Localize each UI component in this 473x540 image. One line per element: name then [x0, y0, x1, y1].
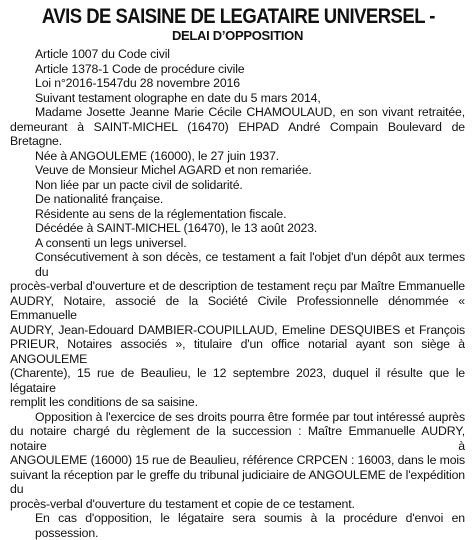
- notice-line: Consécutivement à son décès, ce testament a fait l'objet d'un dépôt aux termes du: [35, 250, 465, 279]
- notice-line: suivant la réception par le greffe du tribunal judiciaire de ANGOULEME de l'expédition du: [10, 467, 465, 496]
- notice-line: Article 1007 du Code civil: [35, 47, 170, 61]
- notice-line: AUDRY, Notaire, associé de la Société Civile Professionnelle dénommée « Emmanuelle: [10, 293, 465, 322]
- notice-title: AVIS DE SAISINE DE LEGATAIRE UNIVERSEL -: [41, 4, 435, 28]
- notice-subtitle: DELAI D’OPPOSITION: [171, 28, 304, 43]
- notice-line: Article 1378-1 Code de procédure civile: [35, 61, 245, 76]
- notice-line: remplit les conditions de sa saisine.: [10, 395, 198, 409]
- notice-line: De nationalité française.: [35, 192, 164, 206]
- notice-body: [10, 47, 465, 540]
- notice-line: En cas d'opposition, le légataire sera soumis à la procédure d'envoi en possession.: [35, 511, 465, 540]
- notice-line: Non liée par un pacte civil de solidarité.: [35, 177, 243, 192]
- notice-line: Suivant testament olographe en date du 5 mars 2014,: [35, 90, 321, 105]
- notice-line: Veuve de Monsieur Michel AGARD et non remariée.: [35, 163, 312, 177]
- notice-line: procès-verbal d'ouverture du testament et copie de ce testament.: [10, 496, 355, 511]
- notice-line: A consenti un legs universel.: [35, 235, 187, 250]
- notice-line: PRIEUR, Notaires associés », titulaire d'un office notarial ayant son siège à ANGOULEME: [10, 337, 465, 366]
- notice-line: procès-verbal d'ouverture et de description de testament reçu par Maître Emmanuelle: [10, 279, 465, 293]
- notice-line: AUDRY, Jean-Edouard DAMBIER-COUPILLAUD, Emeline DESQUIBES et François: [10, 322, 465, 337]
- notice-line: Opposition à l'exercice de ses droits pourra être formée par tout intéressé auprès: [35, 409, 465, 424]
- notice-line: ANGOULEME (16000) 15 rue de Beaulieu, référence CRPCEN : 16003, dans le mois: [10, 453, 465, 467]
- notice-line: Décédée à SAINT-MICHEL (16470), le 13 août 2023.: [35, 221, 318, 235]
- notice-line: Résidente au sens de la réglementation fiscale.: [35, 206, 287, 221]
- notice-line: Née à ANGOULEME (16000), le 27 juin 1937.: [35, 148, 280, 163]
- notice-line: du notaire chargé du règlement de la succession : Maître Emmanuelle AUDRY, notaire à: [10, 424, 465, 453]
- notice-line: demeurant à SAINT-MICHEL (16470) EHPAD André Compain Boulevard de Bretagne.: [10, 119, 465, 148]
- notice-line: Madame Josette Jeanne Marie Cécile CHAMOULAUD, en son vivant retraitée,: [35, 105, 465, 119]
- notice-line: (Charente), 15 rue de Beaulieu, le 12 septembre 2023, duquel il résulte que le légataire: [10, 366, 465, 395]
- notice-line: Loi n°2016-1547du 28 novembre 2016: [35, 76, 240, 90]
